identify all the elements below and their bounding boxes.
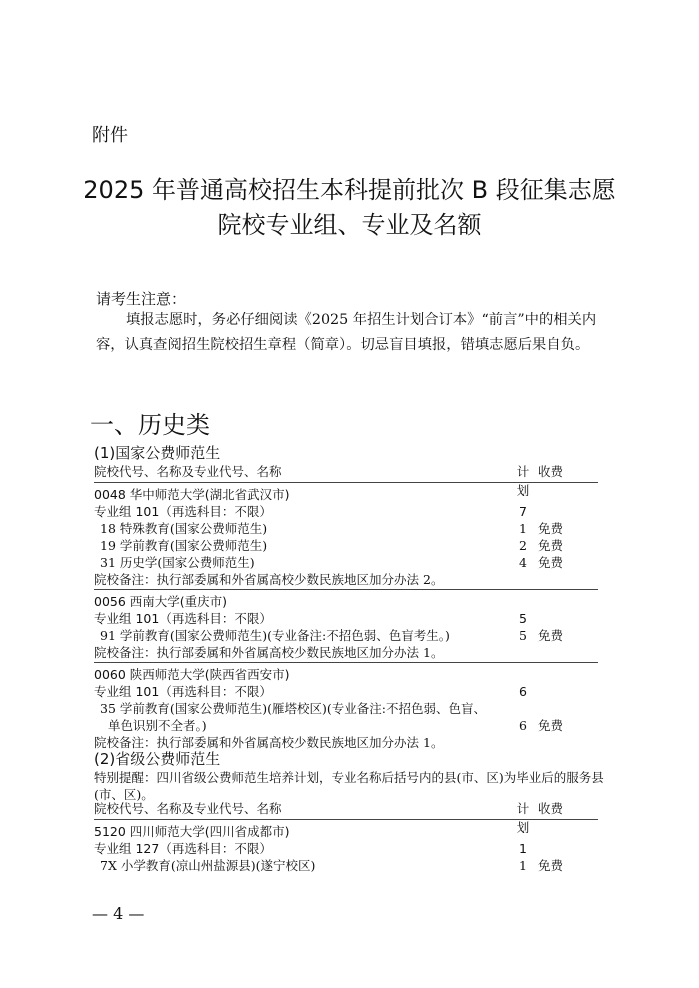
major-fee: 免费 xyxy=(538,718,564,733)
major-group: 专业组 101（再选科目：不限） xyxy=(94,504,272,519)
school-divider xyxy=(94,589,598,590)
major-fee: 免费 xyxy=(538,538,564,553)
group-plan: 1 xyxy=(519,841,527,856)
group-plan: 7 xyxy=(519,504,527,519)
header-divider xyxy=(94,819,598,820)
remark-text: 执行部委属和外省属高校少数民族地区加分办法 2。 xyxy=(156,572,444,587)
remark-label: 院校备注： xyxy=(94,572,157,587)
column-header-plan: 计划 xyxy=(516,464,530,498)
major-plan: 1 xyxy=(519,858,527,873)
major-fee: 免费 xyxy=(538,521,564,536)
major-name-continued: 单色识别不全者。) xyxy=(108,718,207,733)
major-fee: 免费 xyxy=(538,555,564,570)
school-name: 0056 西南大学(重庆市) xyxy=(94,594,228,609)
column-header-name: 院校代号、名称及专业代号、名称 xyxy=(94,464,282,479)
attachment-label: 附件 xyxy=(92,125,128,146)
major-name: 18 特殊教育(国家公费师范生) xyxy=(100,521,268,536)
remark-label: 院校备注： xyxy=(94,735,157,750)
remark-text: 执行部委属和外省属高校少数民族地区加分办法 1。 xyxy=(156,645,444,660)
school-remark xyxy=(94,570,443,589)
doc-title-line2: 院校专业组、专业及名额 xyxy=(217,211,482,239)
remark-label: 院校备注： xyxy=(94,645,157,660)
major-plan: 4 xyxy=(519,555,527,570)
school-name: 5120 四川师范大学(四川省成都市) xyxy=(94,824,290,839)
major-group: 专业组 101（再选科目：不限） xyxy=(94,611,272,626)
special-text: 四川省级公费师范生培养计划，专业名称后括号内的县(市、区)为毕业后的服务县(市、区)。 xyxy=(94,770,604,802)
major-plan: 5 xyxy=(519,628,527,643)
subsection-heading-provincial: (2)省级公费师范生 xyxy=(94,750,221,768)
major-plan: 6 xyxy=(519,718,527,733)
column-header-fee: 收费 xyxy=(538,464,564,479)
header-divider xyxy=(94,482,598,483)
major-group: 专业组 127（再选科目：不限） xyxy=(94,841,272,856)
remark-text: 执行部委属和外省属高校少数民族地区加分办法 1。 xyxy=(156,735,444,750)
major-name: 91 学前教育(国家公费师范生)(专业备注:不招色弱、色盲考生。) xyxy=(100,628,450,643)
major-name: 7X 小学教育(凉山州盐源县)(遂宁校区) xyxy=(100,858,316,873)
section-heading-history: 一、历史类 xyxy=(90,411,210,439)
special-label: 特别提醒： xyxy=(94,770,157,785)
page-number: — 4 — xyxy=(92,904,145,923)
special-reminder xyxy=(94,769,614,803)
school-divider xyxy=(94,662,598,663)
school-name: 0060 陕西师范大学(陕西省西安市) xyxy=(94,667,290,682)
major-fee: 免费 xyxy=(538,858,564,873)
major-fee: 免费 xyxy=(538,628,564,643)
major-plan: 2 xyxy=(519,538,527,553)
notice-heading: 请考生注意： xyxy=(96,290,187,308)
major-plan: 1 xyxy=(519,521,527,536)
group-plan: 6 xyxy=(519,684,527,699)
major-name: 19 学前教育(国家公费师范生) xyxy=(100,538,268,553)
major-group: 专业组 101（再选科目：不限） xyxy=(94,684,272,699)
school-name: 0048 华中师范大学(湖北省武汉市) xyxy=(94,487,290,502)
major-name: 35 学前教育(国家公费师范生)(雁塔校区)(专业备注:不招色弱、色盲、 xyxy=(100,701,486,716)
group-plan: 5 xyxy=(519,611,527,626)
column-header-name: 院校代号、名称及专业代号、名称 xyxy=(94,801,282,816)
column-header-plan: 计划 xyxy=(516,801,530,835)
doc-title-line1: 2025 年普通高校招生本科提前批次 B 段征集志愿 xyxy=(83,176,616,204)
subsection-heading-national: (1)国家公费师范生 xyxy=(94,444,221,462)
major-name: 31 历史学(国家公费师范生) xyxy=(100,555,255,570)
notice-body: 填报志愿时，务必仔细阅读《2025 年招生计划合订本》“前言”中的相关内容，认真查阅招生院校招生章程（简章）。切忌盲目填报，错填志愿后果自负。 xyxy=(96,312,597,353)
school-remark xyxy=(94,643,443,662)
column-header-fee: 收费 xyxy=(538,801,564,816)
